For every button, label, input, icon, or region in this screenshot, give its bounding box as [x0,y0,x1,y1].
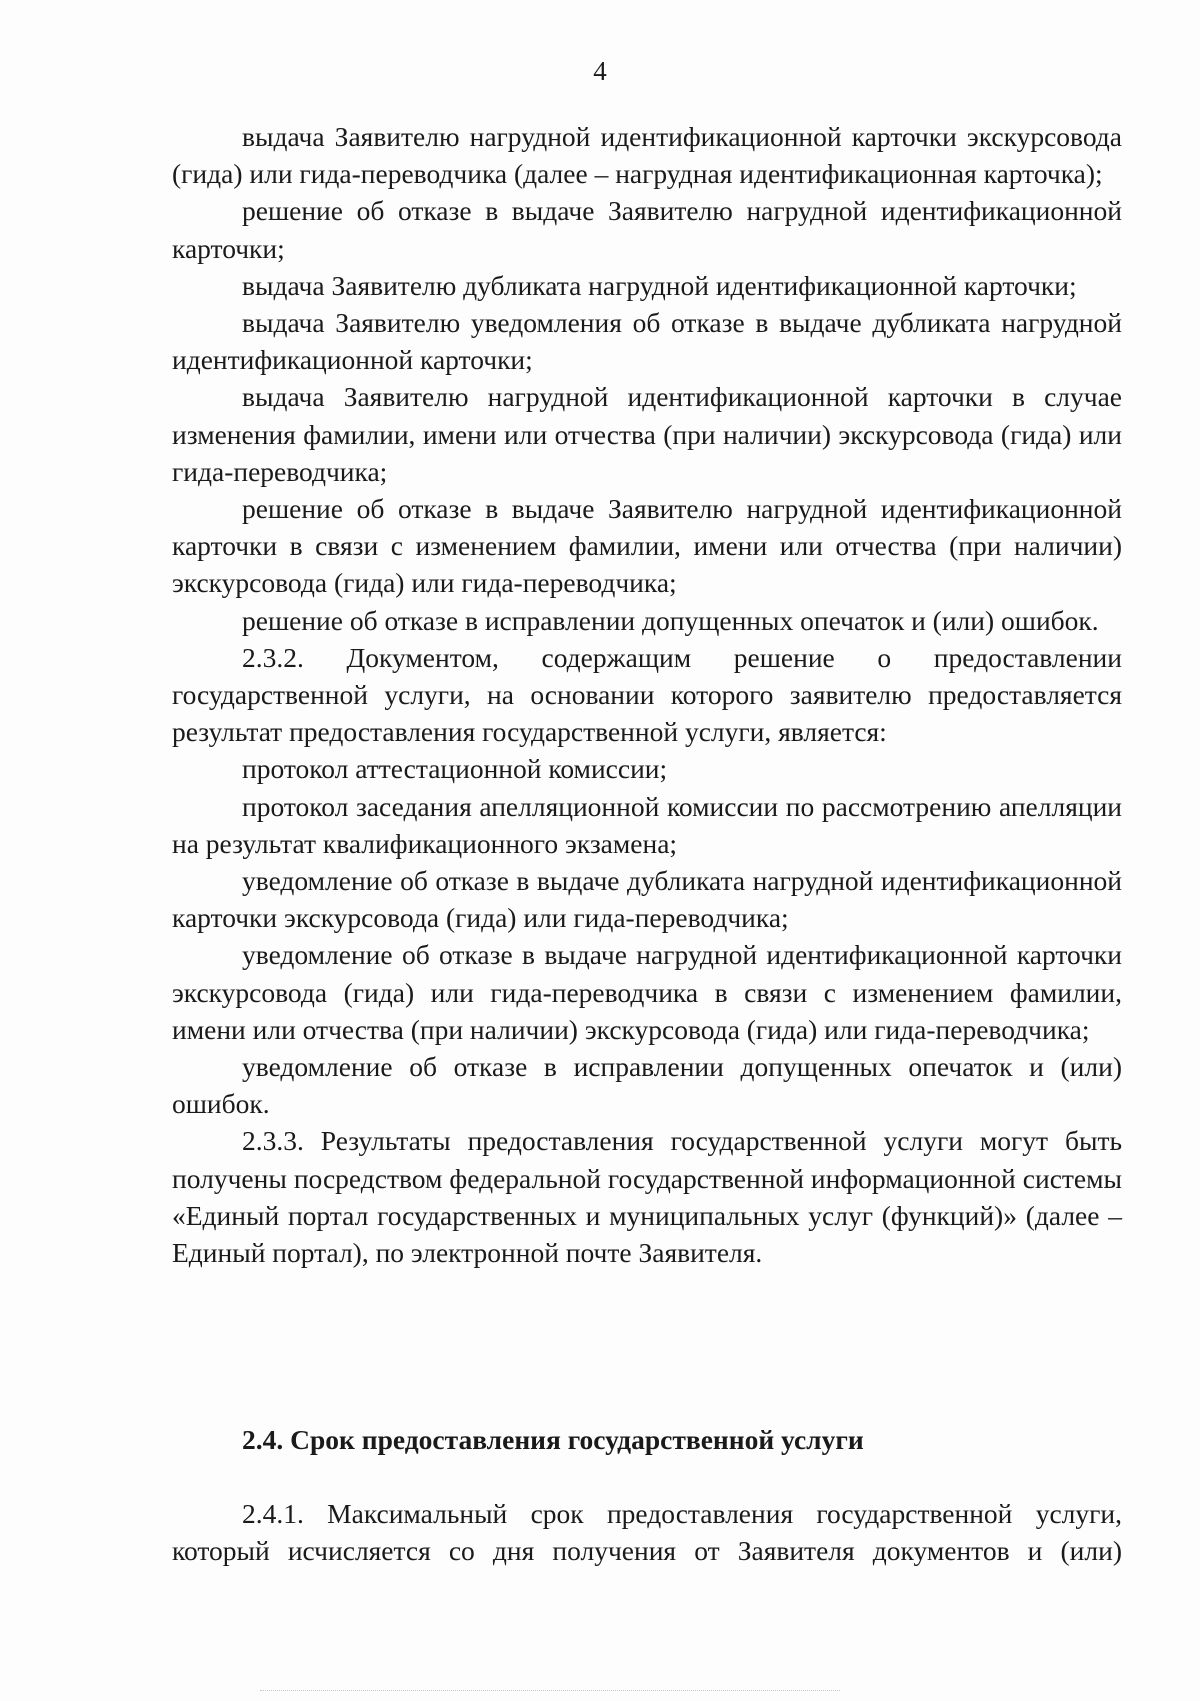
paragraph: решение об отказе в выдаче Заявителю нагрудной идентификационной карточки в связи с изменением фамилии, имени или отчества (при наличии) экскурсовода (гида) или гида-переводчика; [172,493,1122,599]
paragraph: протокол заседания апелляционной комиссии по рассмотрению апелляции на результат квалификационного экзамена; [172,790,1122,859]
section-heading: 2.4. Срок предоставления государственной услуги [242,1424,864,1455]
paragraph: уведомление об отказе в выдаче нагрудной идентификационной карточки экскурсовода (гида) или гида-переводчика в связи с изменением фамилии, имени или отчества (при наличии) экскурсовода (гида) или гида-переводчика; [172,939,1122,1045]
document-body [172,118,1122,1271]
section-body [172,1495,1122,1569]
paragraph: выдача Заявителю нагрудной идентификационной карточки в случае изменения фамилии, имени или отчества (при наличии) экскурсовода (гида) или гида-переводчика; [172,381,1122,487]
paragraph: 2.3.2. Документом, содержащим решение о предоставлении государственной услуги, на основании которого заявителю предоставляется результат предоставления государственной услуги, является: [172,641,1122,748]
paragraph: протокол аттестационной комиссии; [242,753,668,785]
paragraph: выдача Заявителю уведомления об отказе в выдаче дубликата нагрудной идентификационной карточки; [172,307,1122,376]
paragraph: выдача Заявителю дубликата нагрудной идентификационной карточки; [242,269,1077,301]
scan-artifact [260,1690,840,1693]
paragraph: уведомление об отказе в исправлении допущенных опечаток и (или) ошибок. [172,1051,1122,1120]
paragraph: 2.3.3. Результаты предоставления государственной услуги могут быть получены посредством федеральной государственной информационной системы «Единый портал государственных и муниципальных услуг (функций)» (далее – Единый портал), по электронной почте Заявителя. [172,1125,1122,1269]
paragraph: уведомление об отказе в выдаче дубликата нагрудной идентификационной карточки экскурсовода (гида) или гида-переводчика; [172,865,1122,934]
paragraph: решение об отказе в исправлении допущенных опечаток и (или) ошибок. [242,604,1099,636]
paragraph: решение об отказе в выдаче Заявителю нагрудной идентификационной карточки; [172,195,1122,264]
page-number: 4 [593,56,607,86]
paragraph: выдача Заявителю нагрудной идентификационной карточки экскурсовода (гида) или гида-переводчика (далее – нагрудная идентификационная карточка); [172,121,1122,190]
paragraph: 2.4.1. Максимальный срок предоставления государственной услуги, который исчисляется со дня получения от Заявителя документов и (или) [172,1498,1122,1567]
